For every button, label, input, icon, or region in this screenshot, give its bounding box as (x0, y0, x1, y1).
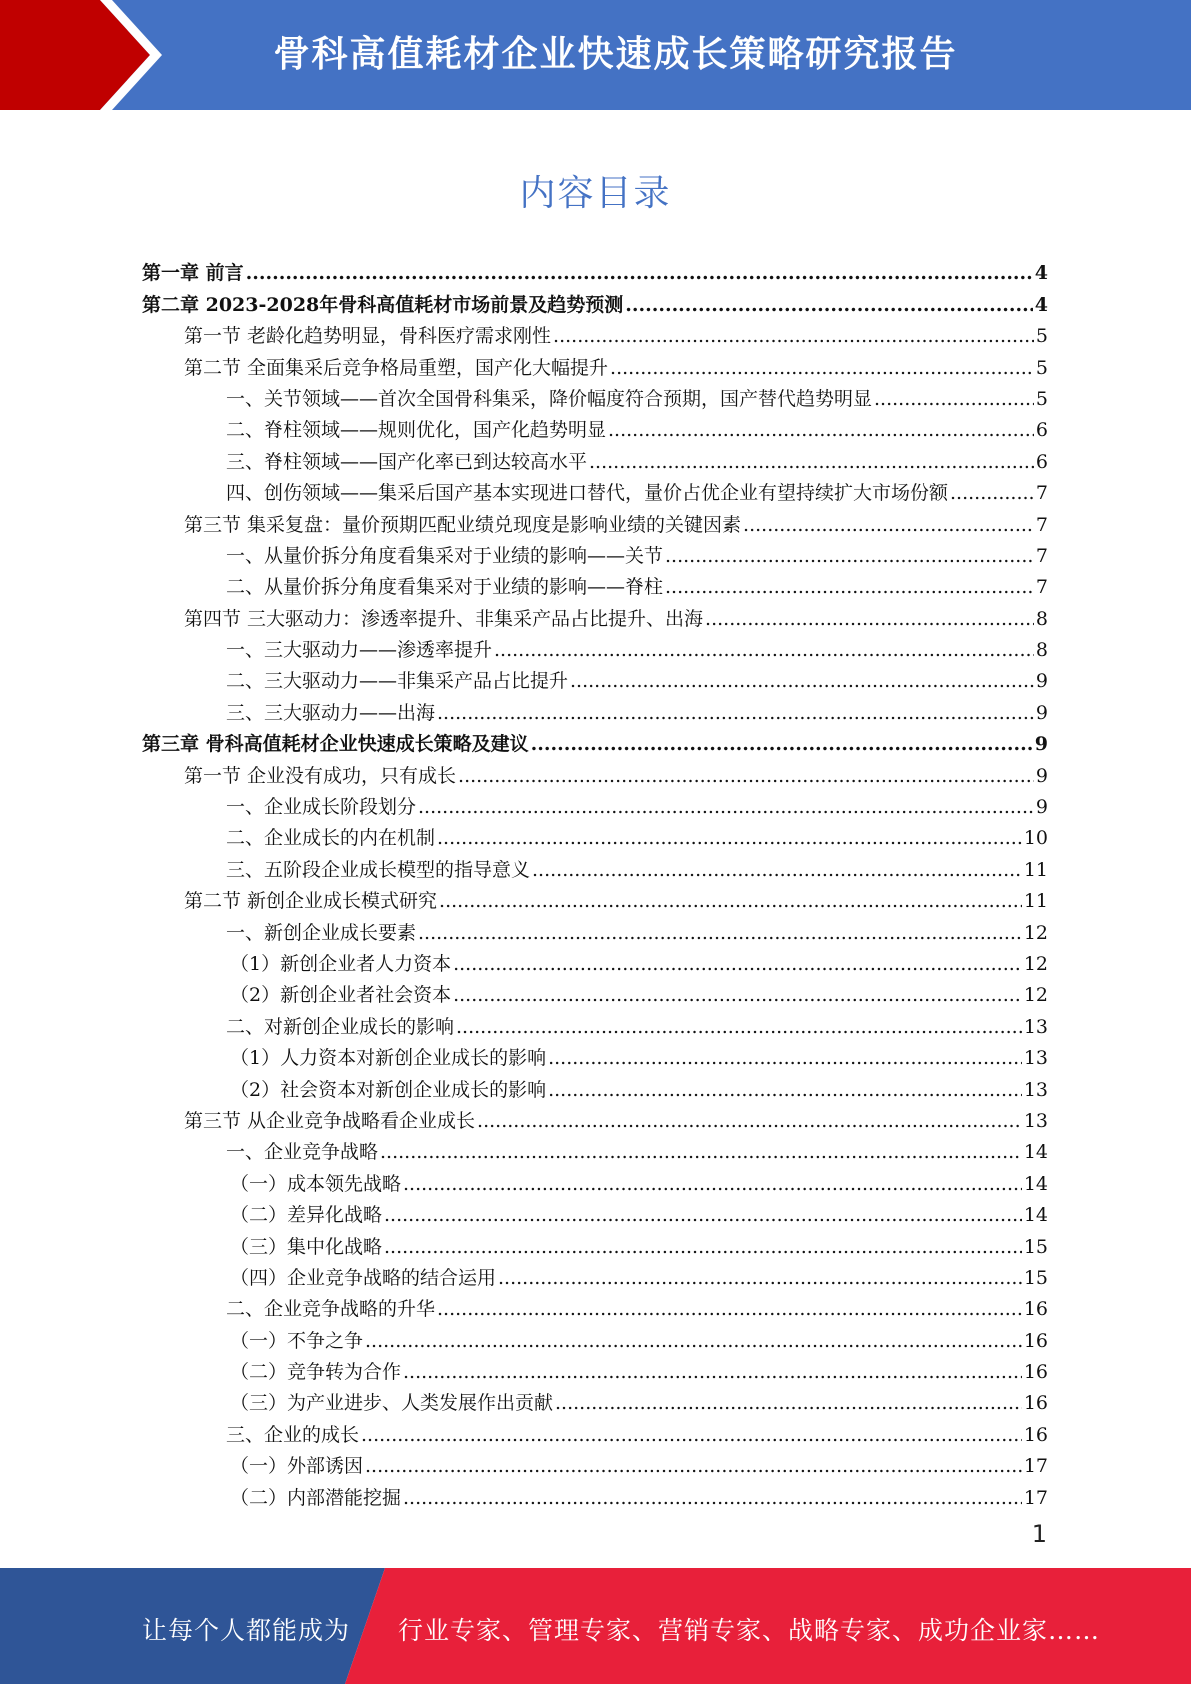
toc-leader-dots (437, 702, 1034, 724)
toc-entry-title: 二、从量价拆分角度看集采对于业绩的影响——脊柱 (226, 576, 664, 599)
toc-leader-dots (380, 1141, 1022, 1163)
report-title: 骨科高值耗材企业快速成长策略研究报告 (273, 34, 958, 75)
toc-entry-page: 4 (1034, 262, 1048, 285)
toc-leader-dots (665, 576, 1034, 598)
toc-entry-title: 三、三大驱动力——出海 (226, 701, 436, 724)
toc-leader-dots (418, 922, 1022, 944)
toc-leader-dots (705, 608, 1034, 630)
toc-entry[interactable] (142, 504, 1048, 535)
footer-slogan-left: 让每个人都能成为 (142, 1616, 351, 1645)
toc-leader-dots (456, 1016, 1022, 1038)
toc-entry-page: 5 (1035, 387, 1048, 410)
toc-entry-page: 17 (1023, 1455, 1048, 1478)
toc-entry-page: 11 (1023, 858, 1048, 881)
toc-entry[interactable] (142, 347, 1048, 378)
table-of-contents (142, 253, 1048, 1509)
toc-entry[interactable] (142, 1383, 1048, 1414)
toc-leader-dots (361, 1424, 1022, 1446)
toc-leader-dots (610, 357, 1034, 379)
toc-leader-dots (365, 1330, 1022, 1352)
toc-entry-page: 7 (1035, 544, 1048, 567)
toc-entry-page: 16 (1023, 1298, 1048, 1321)
toc-entry-title: 一、新创企业成长要素 (226, 921, 417, 944)
toc-entry[interactable] (142, 1163, 1048, 1194)
toc-entry-title: （二）内部潜能挖掘 (230, 1486, 402, 1509)
toc-leader-dots (494, 639, 1034, 661)
toc-entry[interactable] (142, 1289, 1048, 1320)
toc-entry-page: 12 (1023, 984, 1048, 1007)
toc-entry[interactable] (142, 284, 1048, 315)
toc-entry-title: （2）社会资本对新创企业成长的影响 (230, 1078, 547, 1101)
toc-entry-title: 一、企业竞争战略 (226, 1141, 379, 1164)
toc-entry-title: 第一章 前言 (142, 262, 244, 285)
toc-entry[interactable] (142, 818, 1048, 849)
toc-entry-title: （1）人力资本对新创企业成长的影响 (230, 1047, 547, 1070)
header-banner (0, 0, 1191, 110)
toc-leader-dots (458, 765, 1034, 787)
toc-entry-title: （四）企业竞争战略的结合运用 (230, 1266, 497, 1289)
toc-entry[interactable] (142, 944, 1048, 975)
toc-entry-title: 四、创伤领域——集采后国产基本实现进口替代，量价占优企业有望持续扩大市场份额 (226, 482, 949, 505)
toc-entry-title: 第一节 企业没有成功，只有成长 (184, 764, 457, 787)
toc-entry-page: 8 (1035, 607, 1048, 630)
toc-entry[interactable] (142, 630, 1048, 661)
toc-entry[interactable] (142, 1258, 1048, 1289)
toc-entry-title: （一）成本领先战略 (230, 1172, 402, 1195)
toc-entry-title: 第四节 三大驱动力：渗透率提升、非集采产品占比提升、出海 (184, 607, 704, 630)
toc-entry-page: 11 (1023, 890, 1048, 913)
toc-entry-title: 一、从量价拆分角度看集采对于业绩的影响——关节 (226, 544, 664, 567)
toc-leader-dots (365, 1455, 1022, 1477)
toc-entry-title: 三、脊柱领域——国产化率已到达较高水平 (226, 450, 588, 473)
toc-entry[interactable] (142, 661, 1048, 692)
toc-entry-page: 5 (1035, 356, 1048, 379)
toc-entry-title: 二、企业竞争战略的升华 (226, 1298, 436, 1321)
toc-entry[interactable] (142, 1226, 1048, 1257)
toc-entry-page: 7 (1035, 513, 1048, 536)
toc-leader-dots (453, 953, 1022, 975)
toc-entry-page: 7 (1035, 576, 1048, 599)
toc-entry-page: 6 (1035, 450, 1048, 473)
toc-leader-dots (665, 545, 1034, 567)
toc-entry-title: 二、三大驱动力——非集采产品占比提升 (226, 670, 569, 693)
toc-entry-title: 第二节 新创企业成长模式研究 (184, 890, 438, 913)
toc-entry-page: 7 (1035, 482, 1048, 505)
toc-entry-page: 13 (1023, 1078, 1048, 1101)
toc-entry[interactable] (142, 473, 1048, 504)
toc-leader-dots (555, 1392, 1022, 1414)
toc-entry-title: 一、三大驱动力——渗透率提升 (226, 639, 493, 662)
toc-leader-dots (403, 1361, 1022, 1383)
toc-leader-dots (384, 1204, 1022, 1226)
toc-entry[interactable] (142, 567, 1048, 598)
toc-entry[interactable] (142, 316, 1048, 347)
toc-entry-page: 16 (1023, 1329, 1048, 1352)
toc-entry[interactable] (142, 441, 1048, 472)
toc-leader-dots (403, 1487, 1022, 1509)
toc-entry-page: 9 (1035, 701, 1048, 724)
toc-leader-dots (437, 827, 1022, 849)
toc-entry-title: 二、企业成长的内在机制 (226, 827, 436, 850)
toc-entry[interactable] (142, 849, 1048, 880)
toc-entry[interactable] (142, 1352, 1048, 1383)
toc-entry-title: （一）不争之争 (230, 1329, 364, 1352)
toc-leader-dots (437, 1298, 1022, 1320)
toc-leader-dots (743, 514, 1034, 536)
toc-entry-page: 12 (1023, 921, 1048, 944)
toc-entry[interactable] (142, 1446, 1048, 1477)
toc-entry-page: 13 (1023, 1109, 1048, 1132)
toc-entry-page: 8 (1035, 639, 1048, 662)
toc-entry[interactable] (142, 881, 1048, 912)
toc-entry-page: 9 (1034, 733, 1048, 756)
toc-entry-title: （二）差异化战略 (230, 1204, 383, 1227)
toc-leader-dots (246, 262, 1033, 284)
toc-leader-dots (548, 1047, 1022, 1069)
toc-entry-page: 14 (1023, 1204, 1048, 1227)
toc-entry[interactable] (142, 1477, 1048, 1508)
toc-entry-page: 16 (1023, 1361, 1048, 1384)
toc-entry-page: 9 (1035, 764, 1048, 787)
toc-entry-page: 15 (1023, 1266, 1048, 1289)
toc-entry-title: 二、对新创企业成长的影响 (226, 1015, 455, 1038)
footer-slogan-right: 行业专家、管理专家、营销专家、战略专家、成功企业家…… (398, 1616, 1101, 1645)
toc-leader-dots (531, 733, 1033, 755)
toc-entry[interactable] (142, 1132, 1048, 1163)
toc-entry-page: 9 (1035, 796, 1048, 819)
toc-entry-title: 第三章 骨科高值耗材企业快速成长策略及建议 (142, 733, 529, 756)
toc-leader-dots (553, 325, 1034, 347)
toc-entry[interactable] (142, 379, 1048, 410)
toc-entry[interactable] (142, 912, 1048, 943)
toc-entry[interactable] (142, 692, 1048, 723)
toc-entry-page: 9 (1035, 670, 1048, 693)
page-number: 1 (1031, 1520, 1047, 1548)
toc-entry-title: 一、关节领域——首次全国骨科集采，降价幅度符合预期，国产替代趋势明显 (226, 387, 873, 410)
toc-entry-page: 16 (1023, 1423, 1048, 1446)
toc-leader-dots (532, 859, 1022, 881)
toc-entry-page: 13 (1023, 1015, 1048, 1038)
toc-leader-dots (589, 451, 1034, 473)
toc-entry-page: 5 (1035, 325, 1048, 348)
toc-leader-dots (608, 419, 1034, 441)
toc-entry-title: （二）竞争转为合作 (230, 1361, 402, 1384)
toc-entry-title: 一、企业成长阶段划分 (226, 796, 417, 819)
toc-entry-page: 15 (1023, 1235, 1048, 1258)
toc-leader-dots (570, 670, 1034, 692)
toc-entry-title: 第一节 老龄化趋势明显，骨科医疗需求刚性 (184, 325, 552, 348)
toc-entry-title: （一）外部诱因 (230, 1455, 364, 1478)
toc-entry[interactable] (142, 410, 1048, 441)
toc-entry-page: 16 (1023, 1392, 1048, 1415)
toc-entry-page: 14 (1023, 1141, 1048, 1164)
toc-leader-dots (498, 1267, 1022, 1289)
toc-leader-dots (874, 388, 1034, 410)
toc-entry-title: 第二节 全面集采后竞争格局重塑，国产化大幅提升 (184, 356, 609, 379)
toc-leader-dots (625, 294, 1033, 316)
toc-leader-dots (418, 796, 1034, 818)
toc-entry-page: 10 (1023, 827, 1048, 850)
toc-entry[interactable] (142, 1006, 1048, 1037)
toc-entry[interactable] (142, 724, 1048, 755)
toc-leader-dots (548, 1079, 1022, 1101)
toc-entry-page: 6 (1035, 419, 1048, 442)
toc-entry-title: （2）新创企业者社会资本 (230, 984, 452, 1007)
toc-entry[interactable] (142, 1320, 1048, 1351)
toc-heading: 内容目录 (519, 173, 672, 214)
toc-entry-title: 第二章 2023-2028年骨科高值耗材市场前景及趋势预测 (142, 293, 624, 316)
toc-entry-page: 17 (1023, 1486, 1048, 1509)
toc-entry-title: 第三节 集采复盘：量价预期匹配业绩兑现度是影响业绩的关键因素 (184, 513, 742, 536)
toc-entry[interactable] (142, 1038, 1048, 1069)
toc-entry[interactable] (142, 1069, 1048, 1100)
toc-entry-title: 三、五阶段企业成长模型的指导意义 (226, 858, 531, 881)
footer-banner (0, 1568, 1191, 1684)
toc-entry[interactable] (142, 253, 1048, 284)
toc-entry-title: 三、企业的成长 (226, 1423, 360, 1446)
toc-leader-dots (403, 1173, 1022, 1195)
toc-entry-title: （三）为产业进步、人类发展作出贡献 (230, 1392, 554, 1415)
toc-leader-dots (477, 1110, 1022, 1132)
toc-entry-page: 13 (1023, 1047, 1048, 1070)
toc-entry[interactable] (142, 975, 1048, 1006)
toc-entry[interactable] (142, 1195, 1048, 1226)
toc-entry[interactable] (142, 1101, 1048, 1132)
toc-entry-title: 第三节 从企业竞争战略看企业成长 (184, 1109, 476, 1132)
toc-entry[interactable] (142, 755, 1048, 786)
toc-entry-title: （三）集中化战略 (230, 1235, 383, 1258)
toc-leader-dots (950, 482, 1034, 504)
toc-entry-page: 12 (1023, 952, 1048, 975)
toc-entry-title: （1）新创企业者人力资本 (230, 952, 452, 975)
toc-entry[interactable] (142, 1414, 1048, 1445)
toc-entry-title: 二、脊柱领域——规则优化，国产化趋势明显 (226, 419, 607, 442)
toc-entry[interactable] (142, 598, 1048, 629)
toc-entry[interactable] (142, 536, 1048, 567)
toc-leader-dots (439, 890, 1022, 912)
toc-entry-page: 4 (1034, 293, 1048, 316)
toc-leader-dots (384, 1236, 1022, 1258)
toc-entry-page: 14 (1023, 1172, 1048, 1195)
toc-leader-dots (453, 984, 1022, 1006)
toc-entry[interactable] (142, 787, 1048, 818)
